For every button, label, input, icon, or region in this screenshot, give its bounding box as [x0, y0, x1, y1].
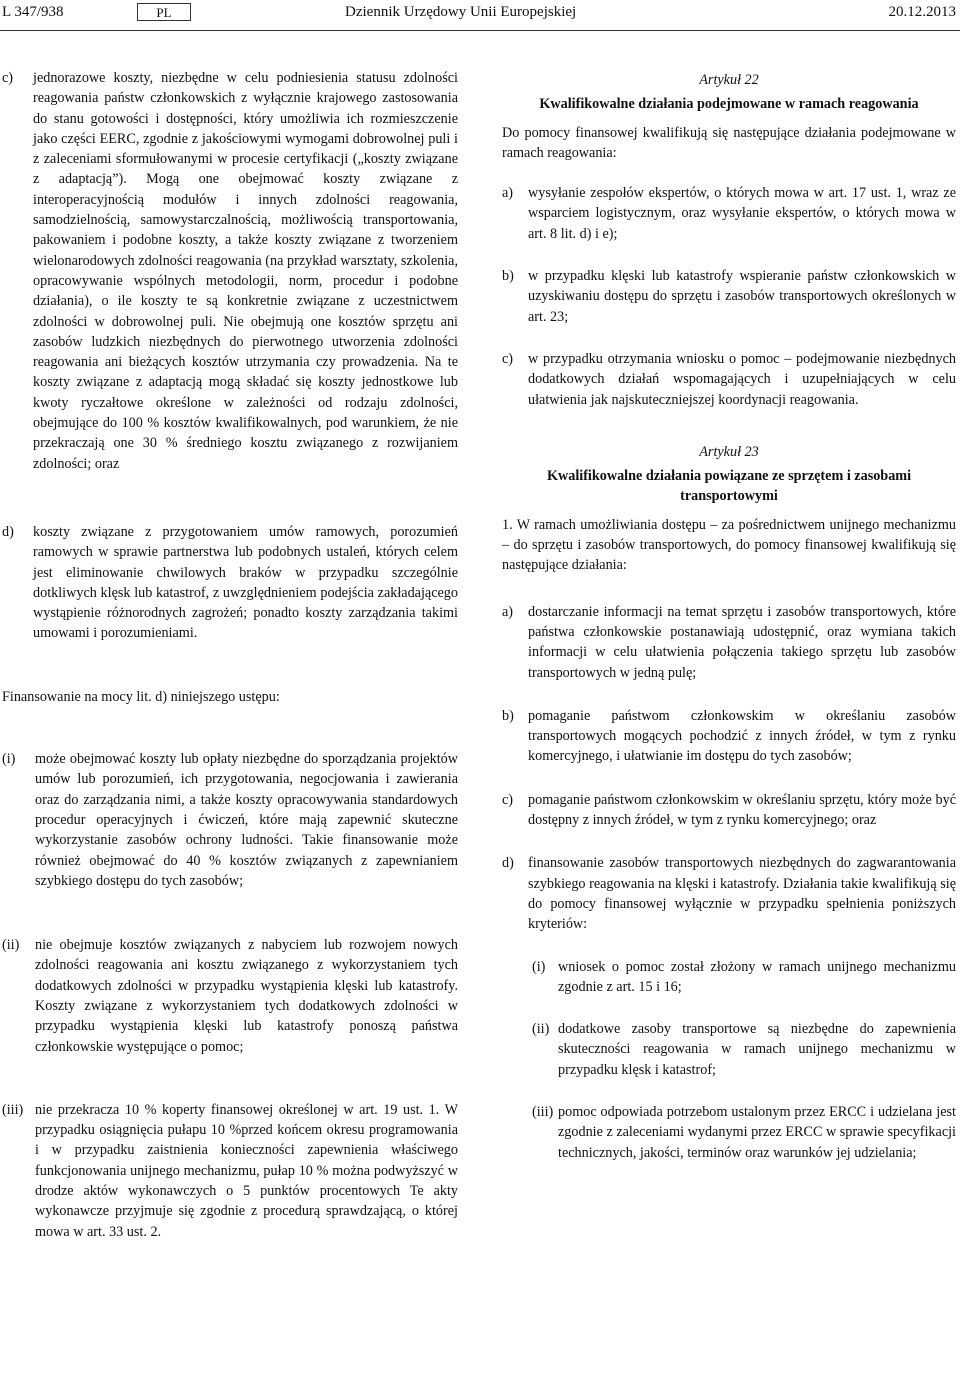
item-text: pomaganie państwom członkowskim w określaniu sprzętu, który może być dostępny z innych źródeł, w tym z rynku komercyjnego; oraz: [528, 791, 956, 829]
article-number: Artykuł 22: [699, 72, 759, 88]
item-label: c): [502, 791, 514, 808]
journal-title: Dziennik Urzędowy Unii Europejskiej: [345, 4, 577, 20]
item-label: b): [502, 707, 514, 724]
article-number: Artykuł 23: [699, 443, 759, 460]
item-text: finansowanie zasobów transportowych niezbędnych do zagwarantowania szybkiego reagowania na klęski i katastrofy. Działania takie kwalifikują się do pomocy finansowej wyłącznie w przypadku spełnienia poniższych kryteriów:: [528, 855, 956, 933]
item-text: może obejmować koszty lub opłaty niezbędne do sporządzania projektów umów lub porozumień, ich przygotowania, negocjowania i zawierania oraz do zarządzania nimi, a także koszty opracowywania standardowych procedur operacyjnych i ćwiczeń, które mają zapewnić skuteczne wykorzystanie zasobów ochrony ludności. Takie finansowanie może również obejmować do 40 % kosztów związanych z zapewnianiem szybkiego dostępu do tych zasobów;: [35, 751, 458, 889]
publication-date: 20.12.2013: [888, 4, 956, 20]
item-label: (iii): [2, 1101, 24, 1118]
item-text: jednorazowe koszty, niezbędne w celu podniesienia statusu zdolności reagowania państw członkowskich z wyłącznie krajowego zastosowania do stanu gotowości i dostępności, który umożliwia ich rozmieszczenie jako części EERC, zgodnie z jakościowymi wymogami dobrowolnej puli i z zaleceniami sformułowanymi w procesie certyfikacji („koszty związane z adaptacją”). Mogą one obejmować koszty związane z interoperacyjnością modułów i innych zdolności reagowania, samodzielnością, samowystarczalnością, możliwością transportowania, pakowaniem i podobne koszty, a także koszty związane z tworzeniem wielonarodowych zdolności reagowania (na przykład warsztaty, szkolenia, opracowywanie wspólnych metodologii, norm, procedur i podobne działania), o ile koszty te są konkretnie związane z uczestnictwem zdolności w dobrowolnej puli. Nie obejmują one kosztów sprzętu ani zasobów ludzkich niezbędnych do pierwotnego utworzenia zdolności reagowania ani bieżących kosztów utrzymania czy prowadzenia. Na te koszty związane z adaptacją mogą składać się koszty jednostkowe lub kwoty ryczałtowe określone w zależności od rodzaju zdolności, obejmujące do 100 % kosztów kwalifikowalnych, pod warunkiem, że nie przekraczają one 30 % średniego kosztu związanego z rozwijaniem zdolności; oraz: [33, 70, 458, 472]
article-paragraph: 1. W ramach umożliwiania dostępu – za pośrednictwem unijnego mechanizmu – do sprzętu i zasobów transportowych, do pomocy finansowej kwalifikują się następujące działania:: [502, 516, 956, 574]
item-label: (iii): [532, 1103, 554, 1120]
left-column: [2, 68, 458, 1242]
item-label: a): [502, 603, 514, 620]
item-label: c): [2, 70, 14, 86]
page-reference: L 347/938: [2, 4, 64, 20]
item-label: a): [502, 185, 514, 202]
language-badge: PL: [137, 3, 191, 21]
item-label: b): [502, 268, 514, 285]
list-item: [2, 749, 458, 891]
header-rule: [0, 30, 960, 31]
list-item: [2, 522, 458, 644]
item-text: koszty związane z przygotowaniem umów ramowych, porozumień ramowych w sprawie partnerstwa lub podobnych ustaleń, których celem jest eliminowanie chwilowych braków w przypadku szczególnie dotkliwych klęsk lub katastrof, z uwzględnieniem podejścia zakładającego wystąpienie różnorodnych zagrożeń; ponadto koszty zarządzania takimi umowami i porozumieniami.: [33, 523, 458, 642]
item-text: pomoc odpowiada potrzebom ustalonym przez ERCC i udzielana jest zgodnie z zaleceniami wydanymi przez ERCC w sprawie specyfikacji technicznych, jakości, terminów oraz warunków jej udzielania;: [558, 1103, 956, 1161]
item-text: wniosek o pomoc został złożony w ramach unijnego mechanizmu zgodnie z art. 15 i 16;: [558, 958, 956, 995]
item-label: (i): [2, 751, 16, 768]
item-label: (ii): [2, 937, 20, 954]
list-item: [502, 853, 956, 934]
item-label: c): [502, 350, 514, 367]
item-label: (i): [532, 958, 546, 975]
item-text: dostarczanie informacji na temat sprzętu i zasobów transportowych, które państwa członkowskie postanawiają udostępnić, oraz wymiana takich informacji w celu ułatwienia połączenia takiego sprzętu lub zasobów transportowych w jedną pulę;: [528, 603, 956, 681]
item-text: pomaganie państwom członkowskim w określaniu zasobów transportowych mogących pochodzić z innych źródeł, w tym z rynku komercyjnego, i ułatwianie im dostępu do tych zasobów;: [528, 707, 956, 765]
list-item: [502, 706, 956, 767]
article-title: Kwalifikowalne działania podejmowane w ramach reagowania: [539, 96, 919, 113]
item-text: w przypadku klęski lub katastrofy wspieranie państw członkowskich w uzyskiwaniu dostępu do sprzętu i zasobów transportowych określonych w art. 23;: [528, 268, 956, 325]
list-item: [502, 957, 956, 998]
item-text: dodatkowe zasoby transportowe są niezbędne do zapewnienia skuteczności reagowania w ramach unijnego mechanizmu w przypadku klęsk i katastrof;: [558, 1021, 956, 1078]
list-item: [502, 790, 956, 831]
item-text: w przypadku otrzymania wniosku o pomoc – podejmowanie niezbędnych dodatkowych działań wspomagających i uzupełniających w celu ułatwienia jak najskuteczniejszej koordynacji reagowania.: [528, 350, 956, 408]
list-item: [2, 935, 458, 1057]
item-label: d): [502, 855, 514, 872]
list-item: [502, 266, 956, 327]
list-item: [502, 1019, 956, 1080]
item-label: (ii): [532, 1021, 550, 1038]
article-title: Kwalifikowalne działania powiązane ze sprzętem i zasobami transportowymi: [546, 468, 912, 505]
article-intro: Do pomocy finansowej kwalifikują się następujące działania podejmowane w ramach reagowania:: [502, 124, 956, 161]
item-text: nie przekracza 10 % koperty finansowej określonej w art. 19 ust. 1. W przypadku osiągnięcia pułapu 10 %przed końcem okresu programowania i w przypadku zaistnienia konieczności zapewnienia właściwego funkcjonowania unijnego mechanizmu, pułap 10 % można podwyższyć w drodze aktów wykonawczych o 5 punktów procentowych Te akty wykonawcze przyjmuje się zgodnie z procedurą sprawdzającą, o której mowa w art. 33 ust. 2.: [35, 1101, 458, 1240]
item-text: wysyłanie zespołów ekspertów, o których mowa w art. 17 ust. 1, wraz ze wsparciem logistycznym, oraz wysyłanie ekspertów, o których mowa w art. 8 lit. d) i e);: [528, 185, 956, 242]
list-item: [2, 1100, 458, 1242]
item-text: nie obejmuje kosztów związanych z nabyciem lub rozwojem nowych zdolności reagowania ani kosztu związanego z wykorzystaniem tych dodatkowych zdolności w przypadku wystąpienia klęski lub katastrofy. Koszty związane z wykorzystaniem tych dodatkowych zdolności w przypadku wystąpienia klęski lub katastrofy ponoszą państwa członkowskie występujące o pomoc;: [35, 937, 458, 1055]
financing-intro: Finansowanie na mocy lit. d) niniejszego ustępu:: [2, 688, 280, 705]
list-item: [502, 1102, 956, 1163]
list-item: [2, 68, 458, 474]
right-column: [502, 68, 956, 1163]
list-item: [502, 602, 956, 683]
list-item: [502, 183, 956, 244]
list-item: [502, 349, 956, 410]
item-label: d): [2, 523, 14, 540]
